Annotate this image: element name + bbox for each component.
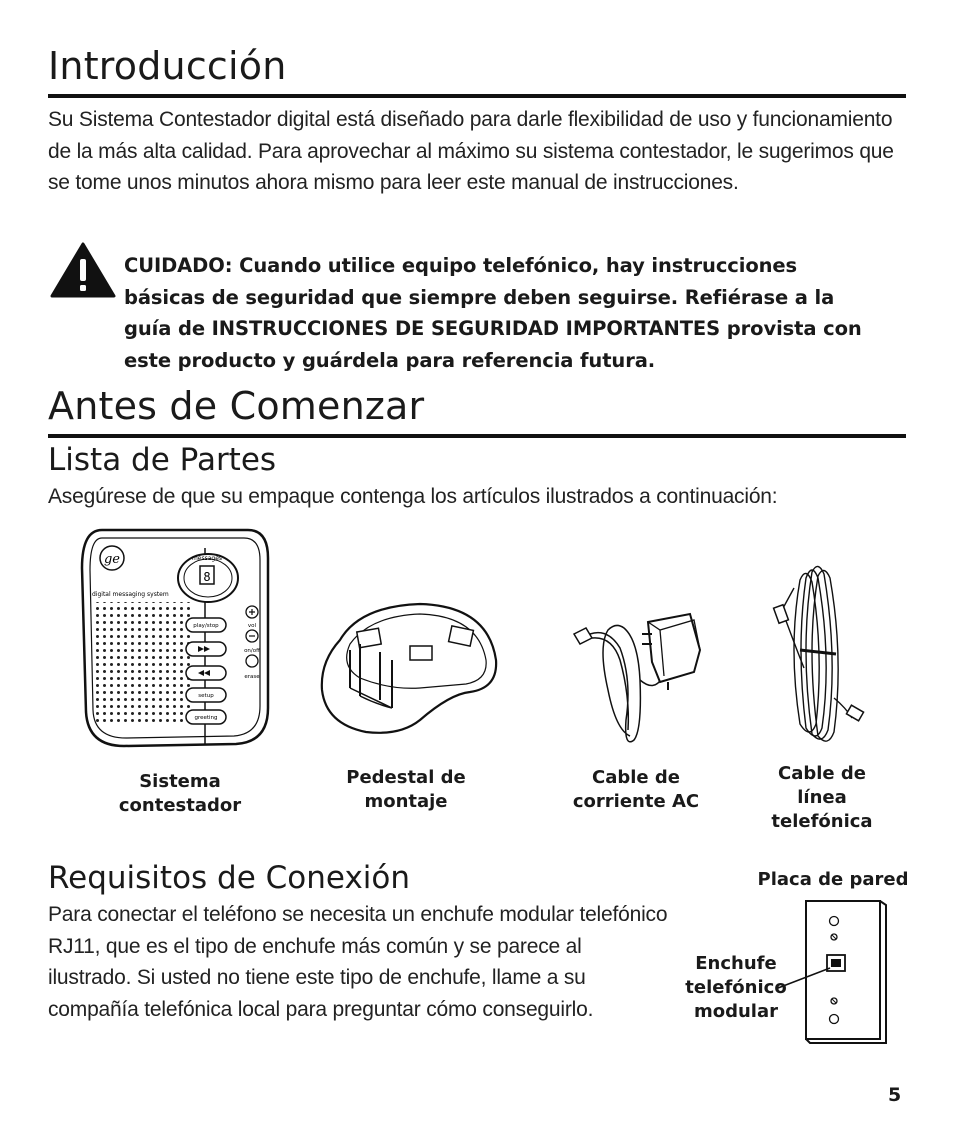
caution-text: CUIDADO: Cuando utilice equipo telefónico, hay instrucciones básicas de seguridad que siempre deben seguirse. Refiérase a la guía de INSTRUCCIONES DE SEGURIDAD IMPORTANTES provista con este producto y guárdela para referencia futura. xyxy=(124,254,862,372)
mounting-bracket-illustration xyxy=(320,600,500,740)
answering-system-illustration xyxy=(80,528,270,748)
device-system-label: digital messaging system xyxy=(92,591,169,598)
wall-plate-label: Placa de pared xyxy=(757,869,909,890)
section-title-antes-de-comenzar: Antes de Comenzar xyxy=(48,384,425,428)
warning-icon xyxy=(50,242,116,298)
device-greeting-label: greeting xyxy=(194,715,218,721)
modular-jack-label: Enchufe telefónico modular xyxy=(685,953,787,1022)
parts-intro: Asegúrese de que su empaque contenga los artículos ilustrados a continuación: xyxy=(48,485,778,508)
caption-cable-de-corriente-ac: Cable de corriente AC xyxy=(572,767,700,812)
page-number: 5 xyxy=(888,1084,902,1106)
device-messages-label: messages xyxy=(191,555,223,562)
device-onoff-label: on/off xyxy=(244,648,260,654)
page-title-introduccion: Introducción xyxy=(48,44,287,88)
svg-text:8: 8 xyxy=(203,570,211,584)
ac-adapter-illustration xyxy=(568,600,708,750)
caption-cable-de-linea-telefonica: Cable de línea telefónica xyxy=(771,763,873,832)
intro-paragraph: Su Sistema Contestador digital está diseñado para darle flexibilidad de uso y funcionamiento de la más alta calidad. Para aprovechar al máximo su sistema contestador, le sugerimos que se tome unos minutos ahora mismo para leer este manual de instrucciones. xyxy=(48,108,894,194)
connection-paragraph: Para conectar el teléfono se necesita un enchufe modular telefónico RJ11, que es el tipo de enchufe más común y se parece al ilustrado. Si usted no tiene este tipo de enchufe, llame a su compañía telefónica local para preguntar cómo conseguirlo. xyxy=(48,903,668,1021)
caption-sistema-contestador: Sistema contestador xyxy=(118,771,242,816)
device-setup-label: setup xyxy=(198,693,214,699)
device-play-label: play/stop xyxy=(193,623,219,629)
title-rule xyxy=(48,94,906,98)
device-vol-label: vol xyxy=(247,623,257,629)
telephone-cord-illustration xyxy=(766,558,876,748)
section-rule xyxy=(48,434,906,438)
subsection-title-lista-de-partes: Lista de Partes xyxy=(48,442,277,478)
device-erase-label: erase xyxy=(244,674,260,680)
caption-pedestal-de-montaje: Pedestal de montaje xyxy=(346,767,466,812)
svg-text:ge: ge xyxy=(103,552,121,567)
subsection-title-requisitos-de-conexion: Requisitos de Conexión xyxy=(48,860,411,896)
